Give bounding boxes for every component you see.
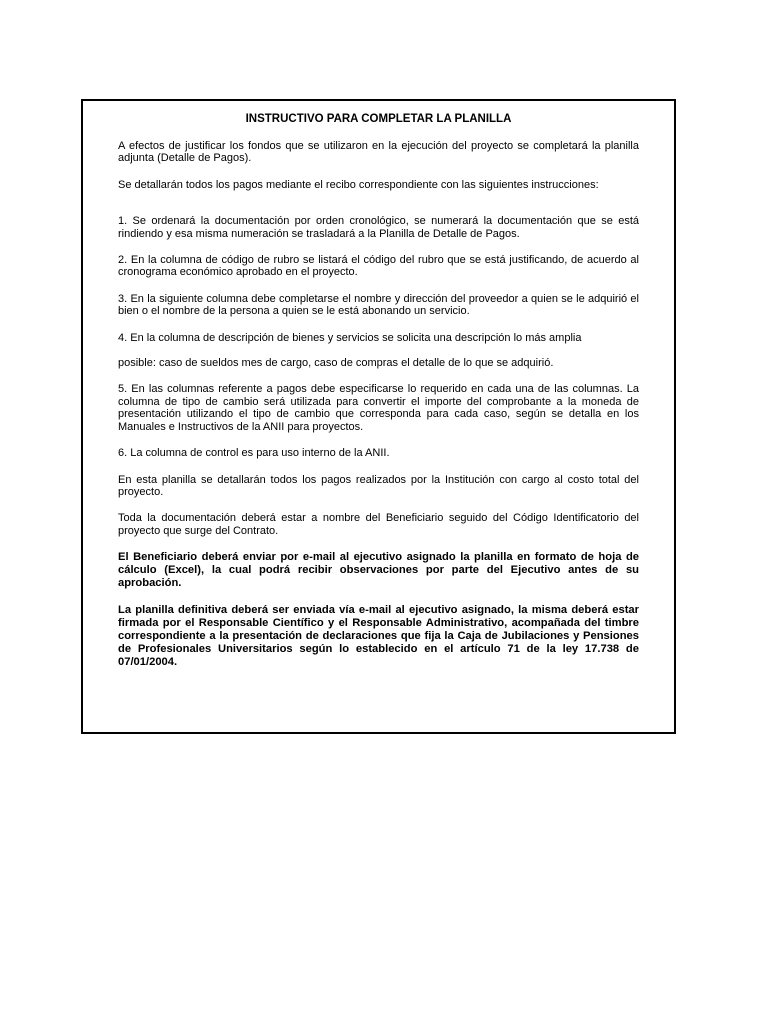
instruction-item-6: 6. La columna de control es para uso interno de la ANII.: [118, 447, 390, 460]
document-title: INSTRUCTIVO PARA COMPLETAR LA PLANILLA: [245, 113, 512, 125]
final-submission-note: La planilla definitiva deberá ser enviada vía e-mail al ejecutivo asignado, la misma deberá estar firmada por el Responsable Científico y el Responsable Administrativo, acompañada del timbre correspondiente a la presentación de declaraciones que fija la Caja de Jubilaciones y Pensiones de Profesionales Universitarios según lo establecido en el artículo 71 de la ley 17.738 de 07/01/2004.: [118, 604, 639, 669]
instruction-item-1: 1. Se ordenará la documentación por orden cronológico, se numerará la documentación que se está rindiendo y esa misma numeración se trasladará a la Planilla de Detalle de Pagos.: [118, 215, 639, 240]
documentation-note: Toda la documentación deberá estar a nombre del Beneficiario seguido del Código Identificatorio del proyecto que surge del Contrato.: [118, 512, 639, 537]
instruction-item-2: 2. En la columna de código de rubro se listará el código del rubro que se está justificando, de acuerdo al cronograma económico aprobado en el proyecto.: [118, 254, 639, 279]
excel-submission-note: El Beneficiario deberá enviar por e-mail al ejecutivo asignado la planilla en formato de hoja de cálculo (Excel), la cual podrá recibir observaciones por parte del Ejecutivo antes de su aprobación.: [118, 551, 639, 590]
intro-paragraph: A efectos de justificar los fondos que se utilizaron en la ejecución del proyecto se completará la planilla adjunta (Detalle de Pagos).: [118, 140, 639, 165]
instruction-item-4-line-1: 4. En la columna de descripción de bienes y servicios se solicita una descripción lo más amplia: [118, 331, 582, 344]
instruction-item-5: 5. En las columnas referente a pagos debe especificarse lo requerido en cada una de las columnas. La columna de tipo de cambio será utilizada para convertir el importe del comprobante a la moneda de presentación utilizando el tipo de cambio que corresponda para cada caso, según se detalla en los Manuales e Instructivos de la ANII para proyectos.: [118, 383, 639, 433]
instruction-item-4-line-2: posible: caso de sueldos mes de cargo, caso de compras el detalle de lo que se adquirió.: [118, 357, 554, 370]
instruction-item-3: 3. En la siguiente columna debe completarse el nombre y dirección del proveedor a quien se le adquirió el bien o el nombre de la persona a quien se le está abonando un servicio.: [118, 292, 639, 318]
instruction-document: [81, 99, 676, 734]
payments-note: En esta planilla se detallarán todos los pagos realizados por la Institución con cargo al costo total del proyecto.: [118, 473, 639, 498]
intro-paragraph-2: Se detallarán todos los pagos mediante el recibo correspondiente con las siguientes instrucciones:: [118, 178, 599, 191]
instruction-item-4: [118, 332, 639, 370]
